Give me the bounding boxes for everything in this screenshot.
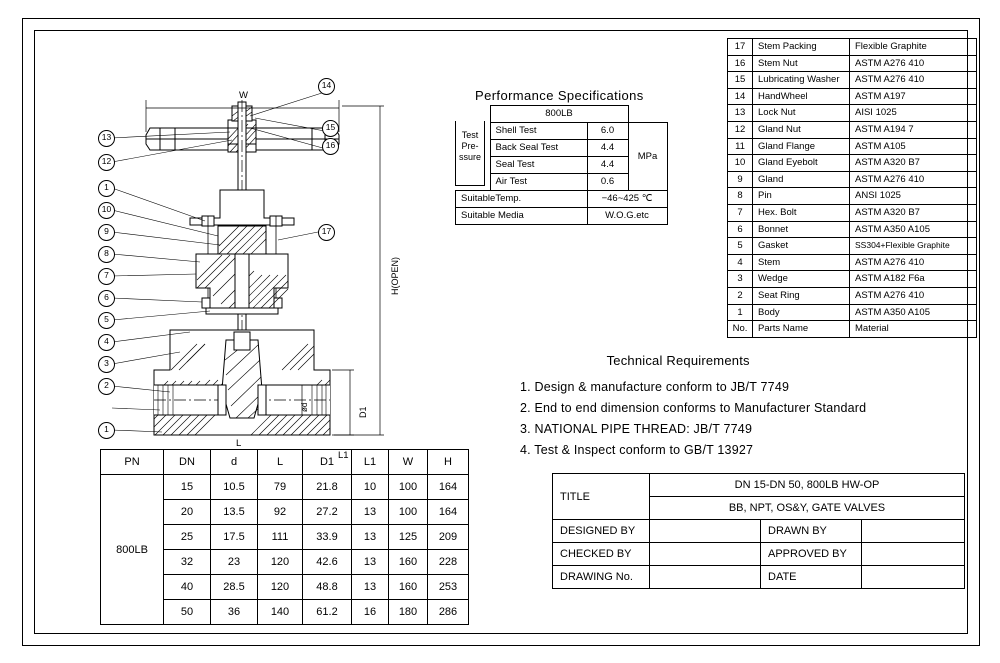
suitable-media-value: W.O.G.etc [587,208,667,225]
technical-requirement-item: 1. Design & manufacture conform to JB/T 7749 [520,380,790,394]
part-no: 17 [728,39,753,56]
test-pressure-cell-border [455,121,485,186]
dim-cell-dn: 20 [164,500,211,525]
suitable-media-label: Suitable Media [456,208,588,225]
dim-cell-L1: 16 [352,600,389,625]
callout-17: 17 [318,224,335,241]
callout-7: 7 [98,268,115,285]
table-row [728,72,977,89]
dim-cell-D1: 21.8 [303,475,352,500]
part-no: 4 [728,254,753,271]
table-row [728,188,977,205]
table-row [456,106,668,123]
dim-cell-L1: 13 [352,575,389,600]
drawing-no-value[interactable] [650,566,761,589]
part-name: Lock Nut [753,105,850,122]
dimension-label-D1: D1 [358,406,368,418]
part-name: Stem Packing [753,39,850,56]
dim-cell-W: 160 [389,575,428,600]
dimension-label-L: L [236,438,242,449]
dim-cell-D1: 42.6 [303,550,352,575]
dimension-label-H-open: H(OPEN) [390,257,400,295]
dim-cell-dn: 50 [164,600,211,625]
approved-by-value[interactable] [862,543,965,566]
table-header-row [101,450,469,475]
dim-cell-L: 79 [258,475,303,500]
table-row [728,155,977,172]
part-material: ASTM A182 F6a [850,271,977,288]
part-material: ASTM A320 B7 [850,204,977,221]
dim-header-W: W [389,450,428,475]
table-row [728,304,977,321]
table-row [553,520,965,543]
dim-cell-D1: 61.2 [303,600,352,625]
parts-list-table [727,38,977,338]
part-material: ASTM A276 410 [850,254,977,271]
dim-header-H: H [428,450,469,475]
dim-cell-L: 120 [258,550,303,575]
parts-list-name-header: Parts Name [753,321,850,338]
part-name: HandWheel [753,88,850,105]
part-no: 8 [728,188,753,205]
title-block [552,473,965,589]
table-row [553,543,965,566]
callout-3: 3 [98,356,115,373]
table-row [728,221,977,238]
title-line-2: BB, NPT, OS&Y, GATE VALVES [650,497,965,520]
part-material: ASTM A197 [850,88,977,105]
dim-cell-dn: 25 [164,525,211,550]
perf-row-name: Air Test [490,174,587,191]
checked-by-label: CHECKED BY [553,543,650,566]
part-no: 10 [728,155,753,172]
table-row [553,566,965,589]
part-name: Wedge [753,271,850,288]
dimension-label-W: W [239,90,248,101]
checked-by-value[interactable] [650,543,761,566]
part-material: ASTM A276 410 [850,287,977,304]
part-no: 7 [728,204,753,221]
table-row [728,254,977,271]
callout-10: 10 [98,202,115,219]
part-material: ANSI 1025 [850,188,977,205]
part-material: ASTM A105 [850,138,977,155]
table-row [728,121,977,138]
perf-unit: MPa [628,123,667,191]
dim-cell-W: 160 [389,550,428,575]
dim-cell-L1: 13 [352,550,389,575]
dimension-label-L1: L1 [338,450,349,461]
perf-row-value: 4.4 [587,157,628,174]
part-no: 16 [728,55,753,72]
approved-by-label: APPROVED BY [761,543,862,566]
part-no: 6 [728,221,753,238]
callout-9: 9 [98,224,115,241]
part-material: ASTM A276 410 [850,171,977,188]
callout-1: 1 [98,422,115,439]
callout-13: 13 [98,130,115,147]
part-name: Stem [753,254,850,271]
table-row [728,204,977,221]
table-row [101,475,469,500]
designed-by-label: DESIGNED BY [553,520,650,543]
dim-cell-d: 13.5 [211,500,258,525]
dim-header-d: d [211,450,258,475]
dim-cell-d: 28.5 [211,575,258,600]
dimension-table [100,449,469,625]
technical-requirement-item: 4. Test & Inspect conform to GB/T 13927 [520,443,754,457]
dim-header-L1: L1 [352,450,389,475]
part-material: ASTM A350 A105 [850,304,977,321]
table-row [553,474,965,497]
part-material: ASTM A276 410 [850,72,977,89]
dim-cell-L: 92 [258,500,303,525]
callout-12: 12 [98,154,115,171]
table-row [728,88,977,105]
part-no: 5 [728,238,753,255]
suitable-temp-label: SuitableTemp. [456,191,588,208]
callout-11: 1 [98,180,115,197]
part-name: Body [753,304,850,321]
technical-requirements [520,350,866,461]
table-row [728,271,977,288]
performance-specifications-table [455,105,668,225]
dim-header-dn: DN [164,450,211,475]
part-name: Seat Ring [753,287,850,304]
dim-cell-d: 10.5 [211,475,258,500]
callout-5: 5 [98,312,115,329]
dim-cell-L1: 13 [352,500,389,525]
dim-cell-W: 100 [389,475,428,500]
dim-header-pn: PN [101,450,164,475]
dim-cell-D1: 33.9 [303,525,352,550]
dim-cell-L: 111 [258,525,303,550]
dim-cell-d: 17.5 [211,525,258,550]
part-material: ASTM A276 410 [850,55,977,72]
drawn-by-value[interactable] [862,520,965,543]
part-no: 14 [728,88,753,105]
dim-cell-D1: 27.2 [303,500,352,525]
date-label: DATE [761,566,862,589]
table-row [728,171,977,188]
part-material: ASTM A350 A105 [850,221,977,238]
part-no: 12 [728,121,753,138]
dim-cell-L: 120 [258,575,303,600]
callout-8: 8 [98,246,115,263]
perf-class-label: 800LB [490,106,628,123]
table-row [728,138,977,155]
title-line-1: DN 15-DN 50, 800LB HW-OP [650,474,965,497]
callout-2: 2 [98,378,115,395]
part-no: 13 [728,105,753,122]
perf-row-value: 4.4 [587,140,628,157]
valve-section-drawing [50,40,450,461]
table-row [728,287,977,304]
dim-cell-dn: 32 [164,550,211,575]
designed-by-value[interactable] [650,520,761,543]
technical-requirement-item: 3. NATIONAL PIPE THREAD: JB/T 7749 [520,422,753,436]
dim-cell-W: 125 [389,525,428,550]
dimension-label-d: ød [300,402,309,412]
part-no: 1 [728,304,753,321]
part-name: Bonnet [753,221,850,238]
dim-cell-W: 180 [389,600,428,625]
callout-6: 6 [98,290,115,307]
dim-cell-H: 164 [428,500,469,525]
part-material: Flexible Graphite [850,39,977,56]
part-name: Gland Eyebolt [753,155,850,172]
perf-row-value: 6.0 [587,123,628,140]
performance-specifications-heading: Performance Specifications [475,88,644,103]
table-row [456,208,668,225]
part-name: Stem Nut [753,55,850,72]
dim-cell-W: 100 [389,500,428,525]
part-material: ASTM A194 7 [850,121,977,138]
part-material: ASTM A320 B7 [850,155,977,172]
table-row [728,238,977,255]
part-name: Hex. Bolt [753,204,850,221]
dim-cell-dn: 15 [164,475,211,500]
dim-cell-L1: 10 [352,475,389,500]
dim-pn-value: 800LB [101,475,164,625]
dim-cell-H: 253 [428,575,469,600]
technical-requirements-title: Technical Requirements [606,353,750,368]
part-no: 2 [728,287,753,304]
callout-4: 4 [98,334,115,351]
callout-15: 15 [322,120,339,137]
part-name: Gasket [753,238,850,255]
part-no: 9 [728,171,753,188]
dim-cell-dn: 40 [164,575,211,600]
part-no: 3 [728,271,753,288]
date-value[interactable] [862,566,965,589]
table-row [456,191,668,208]
perf-row-name: Seal Test [490,157,587,174]
table-row [728,39,977,56]
perf-row-value: 0.6 [587,174,628,191]
callout-14: 14 [318,78,335,95]
part-no: 11 [728,138,753,155]
drawn-by-label: DRAWN BY [761,520,862,543]
part-material: SS304+Flexible Graphite [850,238,977,255]
dim-cell-d: 23 [211,550,258,575]
dim-cell-H: 228 [428,550,469,575]
table-row [728,105,977,122]
title-label: TITLE [553,474,650,520]
dim-cell-H: 164 [428,475,469,500]
test-pressure-text: Test Pre-ssure [458,130,481,162]
parts-list-material-header: Material [850,321,977,338]
perf-row-name: Back Seal Test [490,140,587,157]
dim-header-D1: D1 [303,450,352,475]
part-name: Pin [753,188,850,205]
table-row [728,55,977,72]
dim-cell-d: 36 [211,600,258,625]
perf-row-name: Shell Test [490,123,587,140]
parts-list-no-header: No. [728,321,753,338]
dim-cell-L: 140 [258,600,303,625]
table-row [728,321,977,338]
dim-header-L: L [258,450,303,475]
part-name: Lubricating Washer [753,72,850,89]
suitable-temp-value: −46~425 ℃ [587,191,667,208]
dim-cell-L1: 13 [352,525,389,550]
dim-cell-H: 209 [428,525,469,550]
drawing-no-label: DRAWING No. [553,566,650,589]
part-name: Gland [753,171,850,188]
part-no: 15 [728,72,753,89]
dim-cell-D1: 48.8 [303,575,352,600]
dim-cell-H: 286 [428,600,469,625]
callout-16: 16 [322,138,339,155]
technical-requirement-item: 2. End to end dimension conforms to Manufacturer Standard [520,401,867,415]
part-name: Gland Flange [753,138,850,155]
part-name: Gland Nut [753,121,850,138]
part-material: AISI 1025 [850,105,977,122]
